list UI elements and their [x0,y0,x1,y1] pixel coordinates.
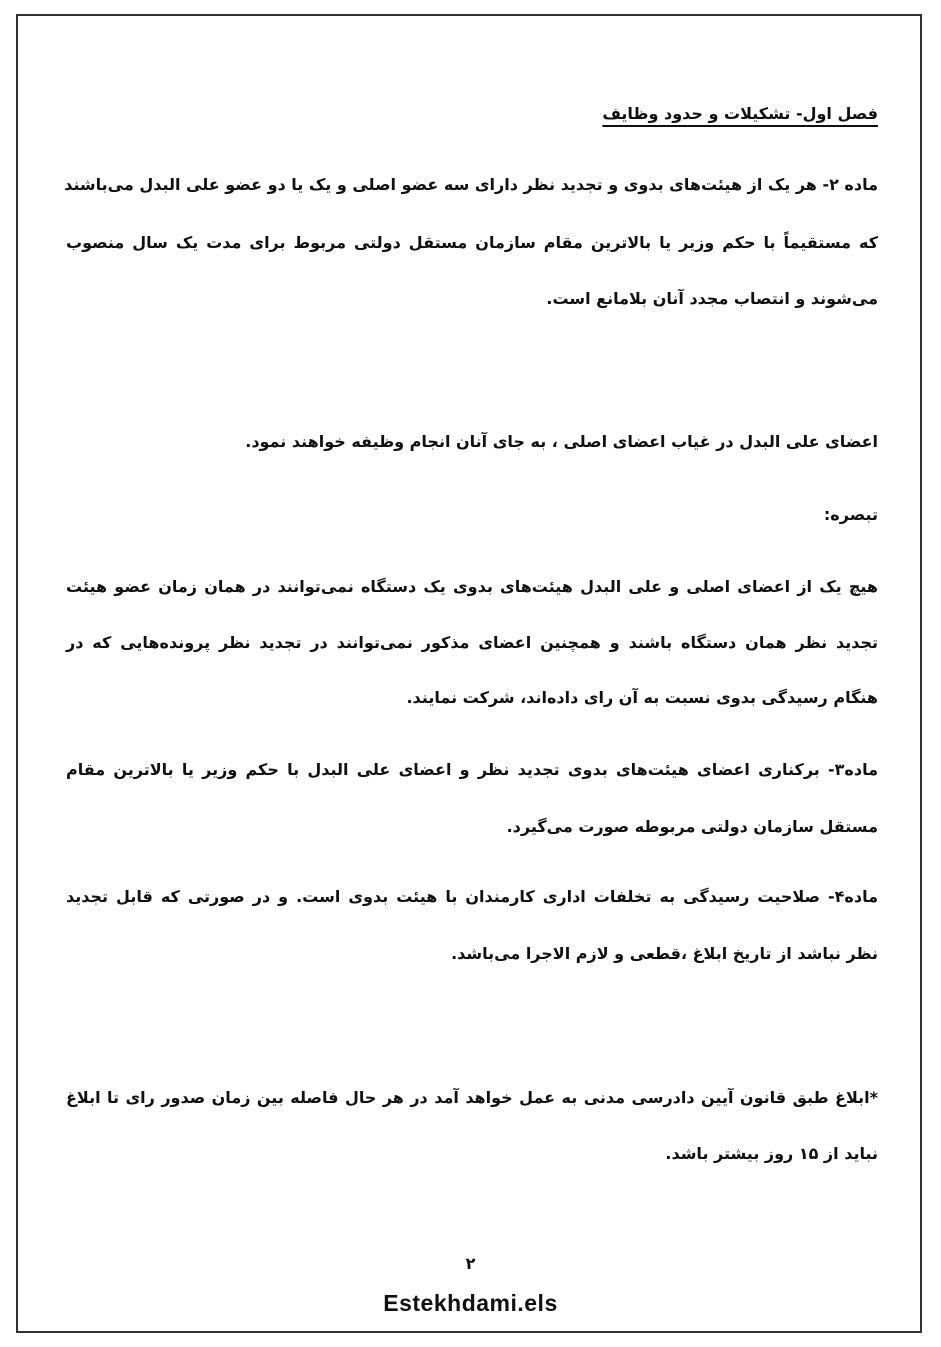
note-line-3: هنگام رسیدگی بدوی نسبت به آن رای داده‌اند، شرکت نمایند. [406,688,878,707]
article-2-line-3: می‌شوند و انتصاب مجدد آنان بلامانع است. [546,289,878,308]
document-body [66,0,878,1347]
page-number: ۲ [465,1254,476,1273]
article-2-line-1: ماده ۲- هر یک از هیئت‌های بدوی و تجدید نظر دارای سه عضو اصلی و یک یا دو عضو علی البدل می‌باشند [64,175,878,194]
article-3-line-1: ماده۳- برکناری اعضای هیئت‌های بدوی تجدید نظر و اعضای علی البدل با حکم وزیر یا بالاترین مقام [66,760,878,779]
footer-brand: Estekhdami.els [383,1290,558,1316]
article-4-line-1: ماده۴- صلاحیت رسیدگی به تخلفات اداری کارمندان با هیئت بدوی است. و در صورتی که قابل تجدید [66,887,878,906]
article-4-line-2: نظر نباشد از تاریخ ابلاغ ،قطعی و لازم الاجرا می‌باشد. [451,944,878,963]
footnote-line-1: *ابلاغ طبق قانون آیین دادرسی مدنی به عمل خواهد آمد در هر حال فاصله بین زمان صدور رای تا ابلاغ [66,1088,878,1107]
substitutes-paragraph: اعضای علی البدل در غیاب اعضای اصلی ، به جای آنان انجام وظیفه خواهند نمود. [245,432,878,451]
note-label: تبصره: [823,505,878,524]
note-line-2: تجدید نظر همان دستگاه باشند و همچنین اعضای مذکور نمی‌توانند در تجدید نظر پرونده‌هایی که در [66,633,878,652]
section-heading: فصل اول- تشکیلات و حدود وظایف [602,104,878,123]
article-3-line-2: مستقل سازمان دولتی مربوطه صورت می‌گیرد. [506,817,878,836]
footnote-line-2: نباید از ۱۵ روز بیشتر باشد. [665,1144,878,1163]
article-2-line-2: که مستقیماً با حکم وزیر یا بالاترین مقام سازمان مستقل دولتی مربوط برای مدت یک سال منصوب [66,233,878,252]
note-line-1: هیچ یک از اعضای اصلی و علی البدل هیئت‌های بدوی یک دستگاه نمی‌توانند در همان زمان عضو هیئت [66,577,878,596]
